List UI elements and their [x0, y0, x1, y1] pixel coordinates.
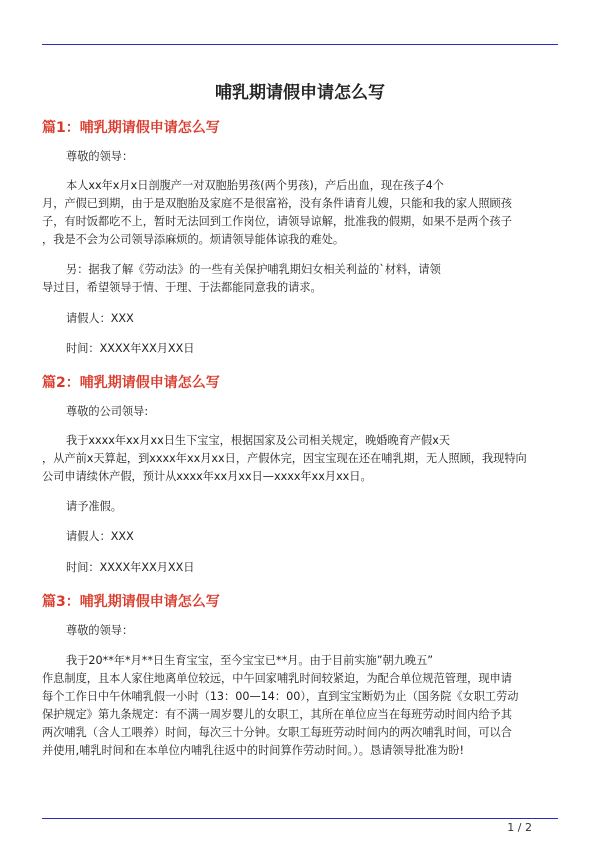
section-2-approval-request: 请予准假。: [66, 500, 122, 513]
section-2-paragraph-line: 公司申请续休产假，预计从xxxx年xx月xx日—xxxx年xx月xx日。: [42, 470, 372, 483]
section-3-paragraph-line: 两次哺乳（含人工喂养）时间，每次三十分钟。女职工每班劳动时间内的两次哺乳时间，可以合: [42, 726, 512, 739]
footer-rule: [42, 818, 558, 819]
section-1-salutation: 尊敬的领导：: [66, 150, 134, 163]
section-3-paragraph-line: 作息制度，且本人家住地离单位较远，中午回家哺乳时间较紧迫，为配合单位规范管理，现申请: [42, 672, 512, 685]
section-2-date: 时间：XXXX年XX月XX日: [66, 561, 195, 574]
section-3-salutation: 尊敬的领导：: [66, 624, 134, 637]
page-number: 1 / 2: [507, 821, 532, 834]
section-3-paragraph-line: 并使用,哺乳时间和在本单位内哺乳往返中的时间算作劳动时间。）。恳请领导批准为盼!: [42, 744, 464, 757]
section-2-salutation: 尊敬的公司领导:: [66, 405, 149, 418]
section-1-paragraph-line: ，我是不会为公司领导添麻烦的。烦请领导能体谅我的难处。: [42, 233, 345, 246]
section-1-note-line: 另：据我了解《劳动法》的一些有关保护哺乳期妇女相关利益的`材料，请领: [66, 263, 441, 276]
section-1-date: 时间：XXXX年XX月XX日: [66, 342, 195, 355]
section-2-applicant: 请假人：XXX: [66, 530, 134, 543]
section-1-note-line: 导过目，希望领导于情、于理、于法都能同意我的请求。: [42, 281, 322, 294]
section-3-heading: 篇3：哺乳期请假申请怎么写: [42, 594, 220, 610]
document-title: 哺乳期请假申请怎么写: [215, 83, 385, 103]
section-3-paragraph-line: 保护规定》第九条规定：有不满一周岁婴儿的女职工，其所在单位应当在每班劳动时间内给予其: [42, 708, 512, 721]
header-rule: [42, 44, 558, 45]
section-1-paragraph-line: 月，产假已到期，由于是双胞胎及家庭不是很富裕，没有条件请育儿嫂，只能和我的家人照顾孩: [42, 197, 512, 210]
section-1-paragraph-line: 本人xx年x月x日剖腹产一对双胞胎男孩(两个男孩)，产后出血，现在孩子4个: [66, 179, 444, 192]
section-2-heading: 篇2：哺乳期请假申请怎么写: [42, 375, 220, 391]
section-1-heading: 篇1：哺乳期请假申请怎么写: [42, 120, 220, 136]
section-3-paragraph-line: 我于20**年*月**日生育宝宝，至今宝宝已**月。由于目前实施”朝九晚五”: [66, 654, 434, 667]
section-1-paragraph-line: 子，有时饭都吃不上，暂时无法回到工作岗位，请领导谅解，批准我的假期，如果不是两个孩子: [42, 215, 512, 228]
section-3-paragraph-line: 每个工作日中午休哺乳假一小时（13：00—14：00），直到宝宝断奶为止（国务院《女职工劳动: [42, 690, 519, 703]
section-2-paragraph-line: ，从产前x天算起，到xxxx年xx月xx日，产假休完，因宝宝现在还在哺乳期，无人照顾，我现特向: [42, 452, 527, 465]
section-1-applicant: 请假人：XXX: [66, 312, 134, 325]
section-2-paragraph-line: 我于xxxx年xx月xx日生下宝宝，根据国家及公司相关规定，晚婚晚育产假x天: [66, 434, 451, 447]
